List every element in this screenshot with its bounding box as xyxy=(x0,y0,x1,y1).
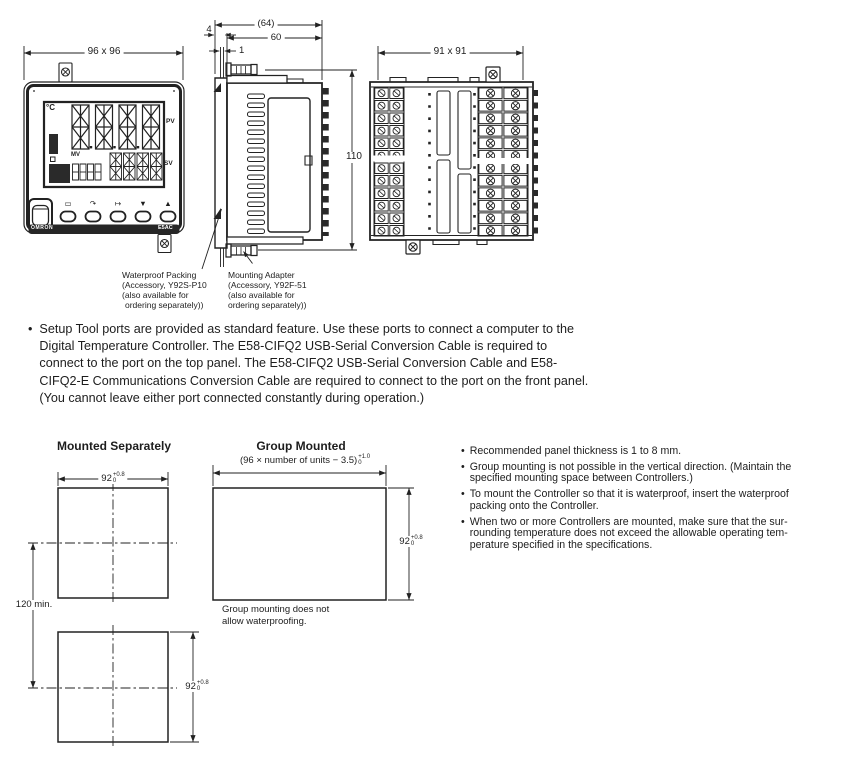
group-mounted-drawing xyxy=(213,465,414,600)
mounting-adapter-bottom xyxy=(226,237,303,257)
front-view-drawing xyxy=(24,46,184,253)
note-panel-thickness: • Recommended panel thickness is 1 to 8 mm. xyxy=(461,445,682,457)
side-height-dimension: 110 xyxy=(343,152,365,163)
side-panel-dimension: 1 xyxy=(239,44,245,56)
note-vertical-group-mounting: • Group mounting is not possible in the vertical direction. (Maintain the specified mounting space between Controllers.) xyxy=(461,460,792,485)
side-bezel-dimension: 4 xyxy=(206,24,212,35)
panel-mounting-notes xyxy=(461,446,854,556)
side-total-depth-dimension: (64) xyxy=(255,19,278,29)
separate-height-dimension: 92 +0.8 0 xyxy=(182,681,211,692)
group-height-dimension: 92 +0.8 0 xyxy=(396,536,425,547)
group-mounting-note: Group mounting does not allow waterproofing. xyxy=(222,604,330,627)
mode-key-icon: ↷ xyxy=(89,199,97,208)
level-key-icon: ▭ xyxy=(64,199,72,208)
group-mounted-title: Group Mounted xyxy=(256,439,346,453)
setup-tool-note-text: Setup Tool ports are provided as standard feature. Use these ports to connect a computer to the Digital Temperature Controller. The E58-CIFQ2 USB-Serial Conversion Cable is required to connect to the port on the top panel. The E58-CIFQ2 USB-Serial Conversion Cable and E58- CIFQ2-E Communications Conversion Cable are required to connect to the port on the front panel. (You cannot leave either port connected constantly during operation.) xyxy=(39,322,589,405)
setup-tool-note xyxy=(28,321,588,407)
sv-label: SV xyxy=(164,160,173,167)
back-view-drawing xyxy=(370,46,536,254)
sv-digit-segments xyxy=(110,153,162,180)
shift-key-icon: ↦ xyxy=(114,199,122,208)
front-face-dimension: 96 x 96 xyxy=(85,47,124,58)
mv-label: MV xyxy=(71,152,80,158)
down-key-icon: ▼ xyxy=(139,199,147,208)
mv-bar-segments xyxy=(73,164,102,180)
bullet: • xyxy=(28,322,33,336)
group-width-formula: (96 × number of units − 3.5) +1.0 0 xyxy=(239,454,371,466)
mounted-separately-drawing xyxy=(28,472,199,749)
bullet: • xyxy=(461,515,465,528)
brand-logo: OMRON xyxy=(31,225,54,231)
side-view-drawing xyxy=(204,20,357,267)
mounting-adapter-top xyxy=(226,63,303,83)
front-keys xyxy=(61,212,176,222)
waterproof-packing-callout: Waterproof Packing (Accessory, Y92S-P10 (also available for ordering separately)) xyxy=(122,270,207,310)
bullet: • xyxy=(461,445,465,457)
up-key-icon: ▲ xyxy=(164,199,172,208)
temp-unit-indicator: °C xyxy=(46,103,55,112)
model-label: E5AC xyxy=(158,225,173,231)
mounting-adapter-callout: Mounting Adapter (Accessory, Y92F-51 (also available for ordering separately)) xyxy=(228,270,307,310)
separate-width-dimension: 92 +0.8 0 xyxy=(98,473,127,484)
note-waterproof-mounting: • To mount the Controller so that it is waterproof, insert the waterproof packing onto the Controller. xyxy=(461,488,789,512)
mounted-separately-title: Mounted Separately xyxy=(56,439,172,453)
pv-digit-segments xyxy=(72,105,160,149)
side-body-depth-dimension: 60 xyxy=(268,33,285,43)
bullet: • xyxy=(461,460,465,473)
note-surrounding-temperature: • When two or more Controllers are mounted, make sure that the sur- rounding temperature does not exceed the allowable operating tem- perature specified in the specifications. xyxy=(461,515,788,551)
separate-spacing-dimension: 120 min. xyxy=(13,600,55,610)
bullet: • xyxy=(461,488,465,501)
pv-label: PV xyxy=(166,118,175,125)
back-face-dimension: 91 x 91 xyxy=(431,47,470,58)
